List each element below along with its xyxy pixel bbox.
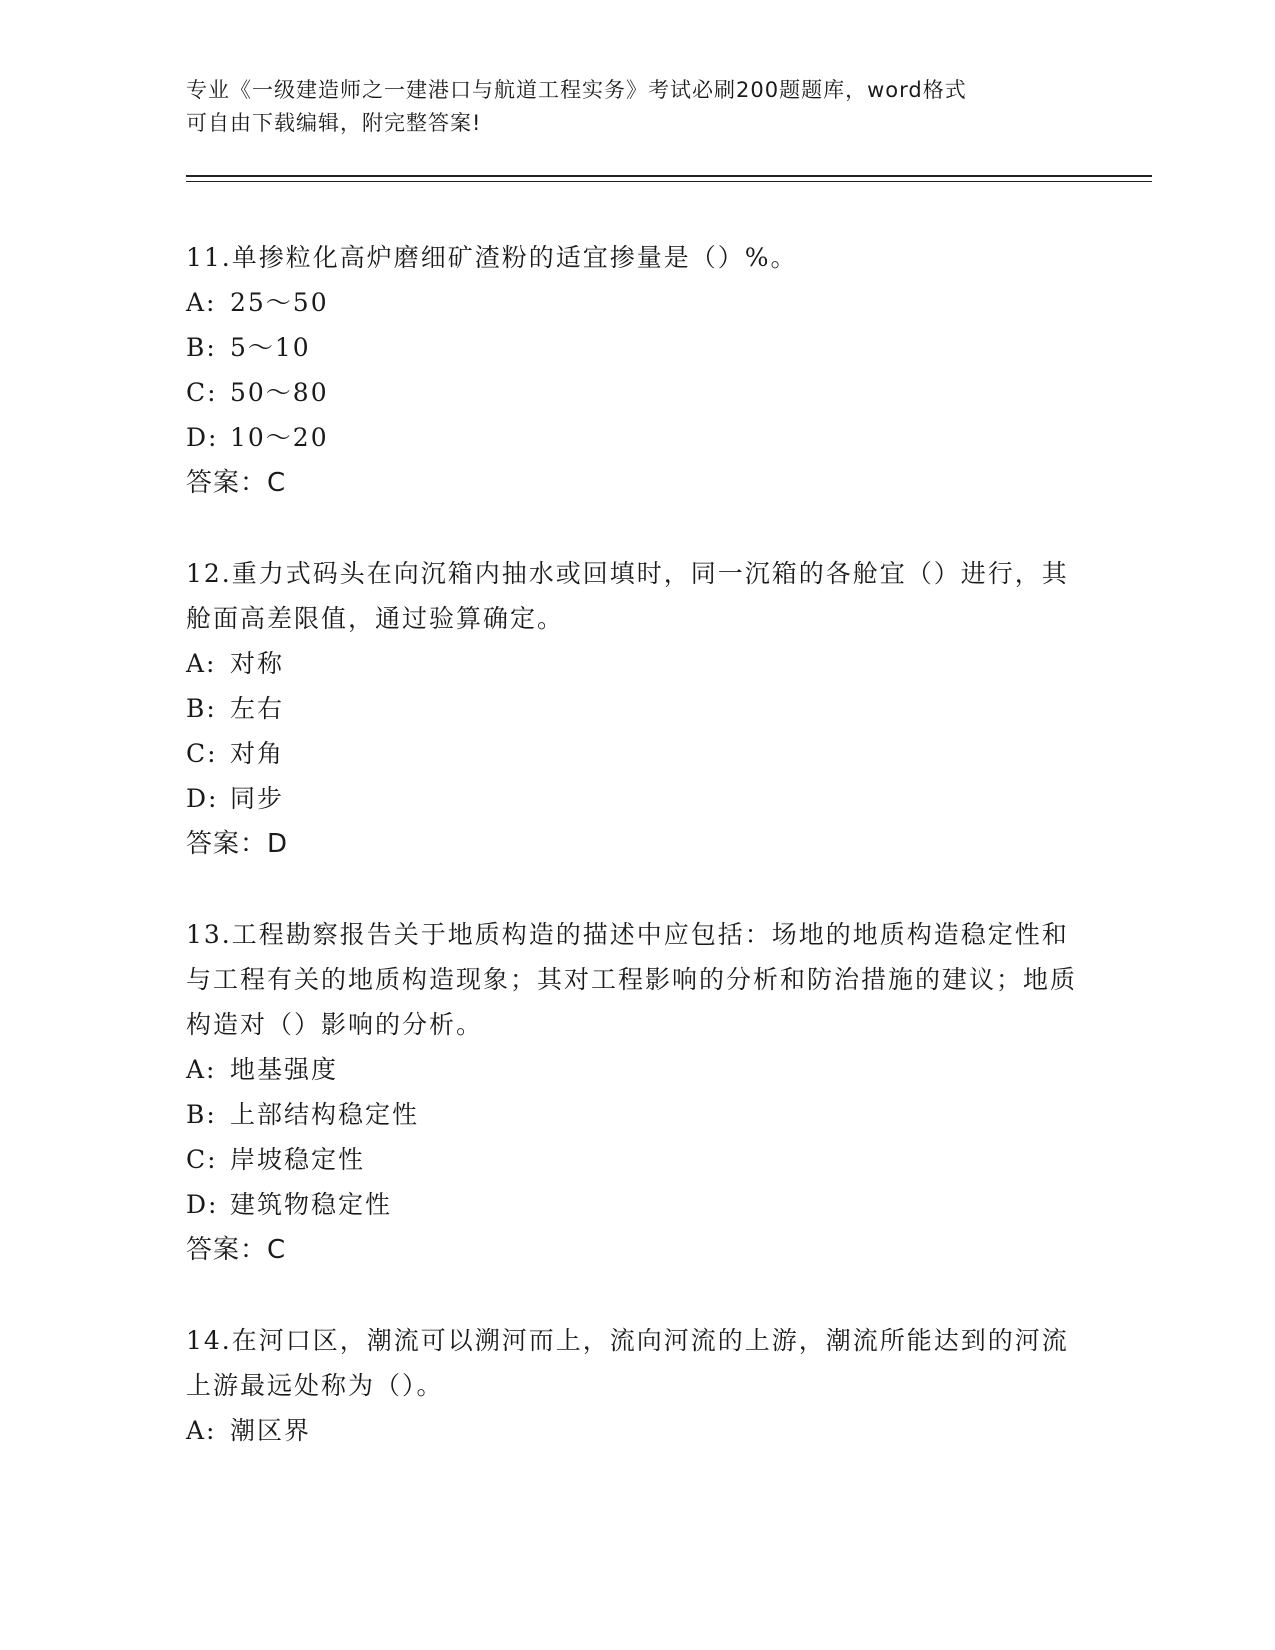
question-13 xyxy=(186,912,1086,1273)
option-letter: D: xyxy=(186,784,219,813)
option-text: 建筑物稳定性 xyxy=(230,1190,393,1219)
option-letter: A: xyxy=(186,649,217,678)
option-text: 岸坡稳定性 xyxy=(230,1145,366,1174)
option-a xyxy=(186,280,1086,325)
option-c xyxy=(186,1137,1086,1182)
option-c xyxy=(186,731,1086,776)
question-12 xyxy=(186,551,1086,867)
option-letter: A: xyxy=(186,288,217,317)
option-d xyxy=(186,776,1086,821)
option-c xyxy=(186,370,1086,415)
answer-line: 答案：C xyxy=(186,468,287,498)
option-text: 5～10 xyxy=(230,333,311,362)
question-stem: 12.重力式码头在向沉箱内抽水或回填时，同一沉箱的各舱宜（）进行，其舱面高差限值，通过验算确定。 xyxy=(186,559,1069,633)
answer-line: 答案：C xyxy=(186,1235,287,1265)
option-b xyxy=(186,1092,1086,1137)
question-14 xyxy=(186,1318,1086,1453)
option-b xyxy=(186,325,1086,370)
option-text: 地基强度 xyxy=(230,1055,339,1084)
option-letter: C: xyxy=(186,378,218,407)
option-letter: D: xyxy=(186,423,219,452)
option-letter: B: xyxy=(186,1100,217,1129)
option-letter: C: xyxy=(186,739,218,768)
option-text: 10～20 xyxy=(230,423,329,452)
question-stem: 14.在河口区，潮流可以溯河而上，流向河流的上游，潮流所能达到的河流上游最远处称为（）。 xyxy=(186,1326,1069,1400)
option-letter: B: xyxy=(186,694,217,723)
option-text: 潮区界 xyxy=(230,1416,312,1445)
answer-line: 答案：D xyxy=(186,829,289,859)
option-a xyxy=(186,641,1086,686)
option-letter: A: xyxy=(186,1055,217,1084)
option-text: 50～80 xyxy=(230,378,329,407)
option-text: 对称 xyxy=(230,649,285,678)
option-text: 同步 xyxy=(230,784,285,813)
option-b xyxy=(186,686,1086,731)
option-letter: A: xyxy=(186,1416,217,1445)
option-text: 上部结构稳定性 xyxy=(230,1100,420,1129)
option-a xyxy=(186,1408,1086,1453)
option-letter: C: xyxy=(186,1145,218,1174)
header-divider xyxy=(186,175,1152,177)
question-stem: 13.工程勘察报告关于地质构造的描述中应包括：场地的地质构造稳定性和与工程有关的地质构造现象；其对工程影响的分析和防治措施的建议；地质构造对（）影响的分析。 xyxy=(186,920,1078,1039)
document-header xyxy=(186,74,1066,140)
option-text: 左右 xyxy=(230,694,285,723)
header-line-1: 专业《一级建造师之一建港口与航道工程实务》考试必刷200题题库，word格式 xyxy=(186,78,967,102)
option-text: 25～50 xyxy=(230,288,329,317)
question-11 xyxy=(186,235,1086,506)
header-line-2: 可自由下载编辑，附完整答案! xyxy=(186,111,482,135)
question-list xyxy=(186,235,1086,1498)
header-divider-thin xyxy=(186,181,1152,182)
option-d xyxy=(186,415,1086,460)
option-d xyxy=(186,1182,1086,1227)
question-stem: 11.单掺粒化高炉磨细矿渣粉的适宜掺量是（）%。 xyxy=(186,243,798,272)
option-text: 对角 xyxy=(230,739,285,768)
option-letter: B: xyxy=(186,333,217,362)
option-letter: D: xyxy=(186,1190,219,1219)
option-a xyxy=(186,1047,1086,1092)
